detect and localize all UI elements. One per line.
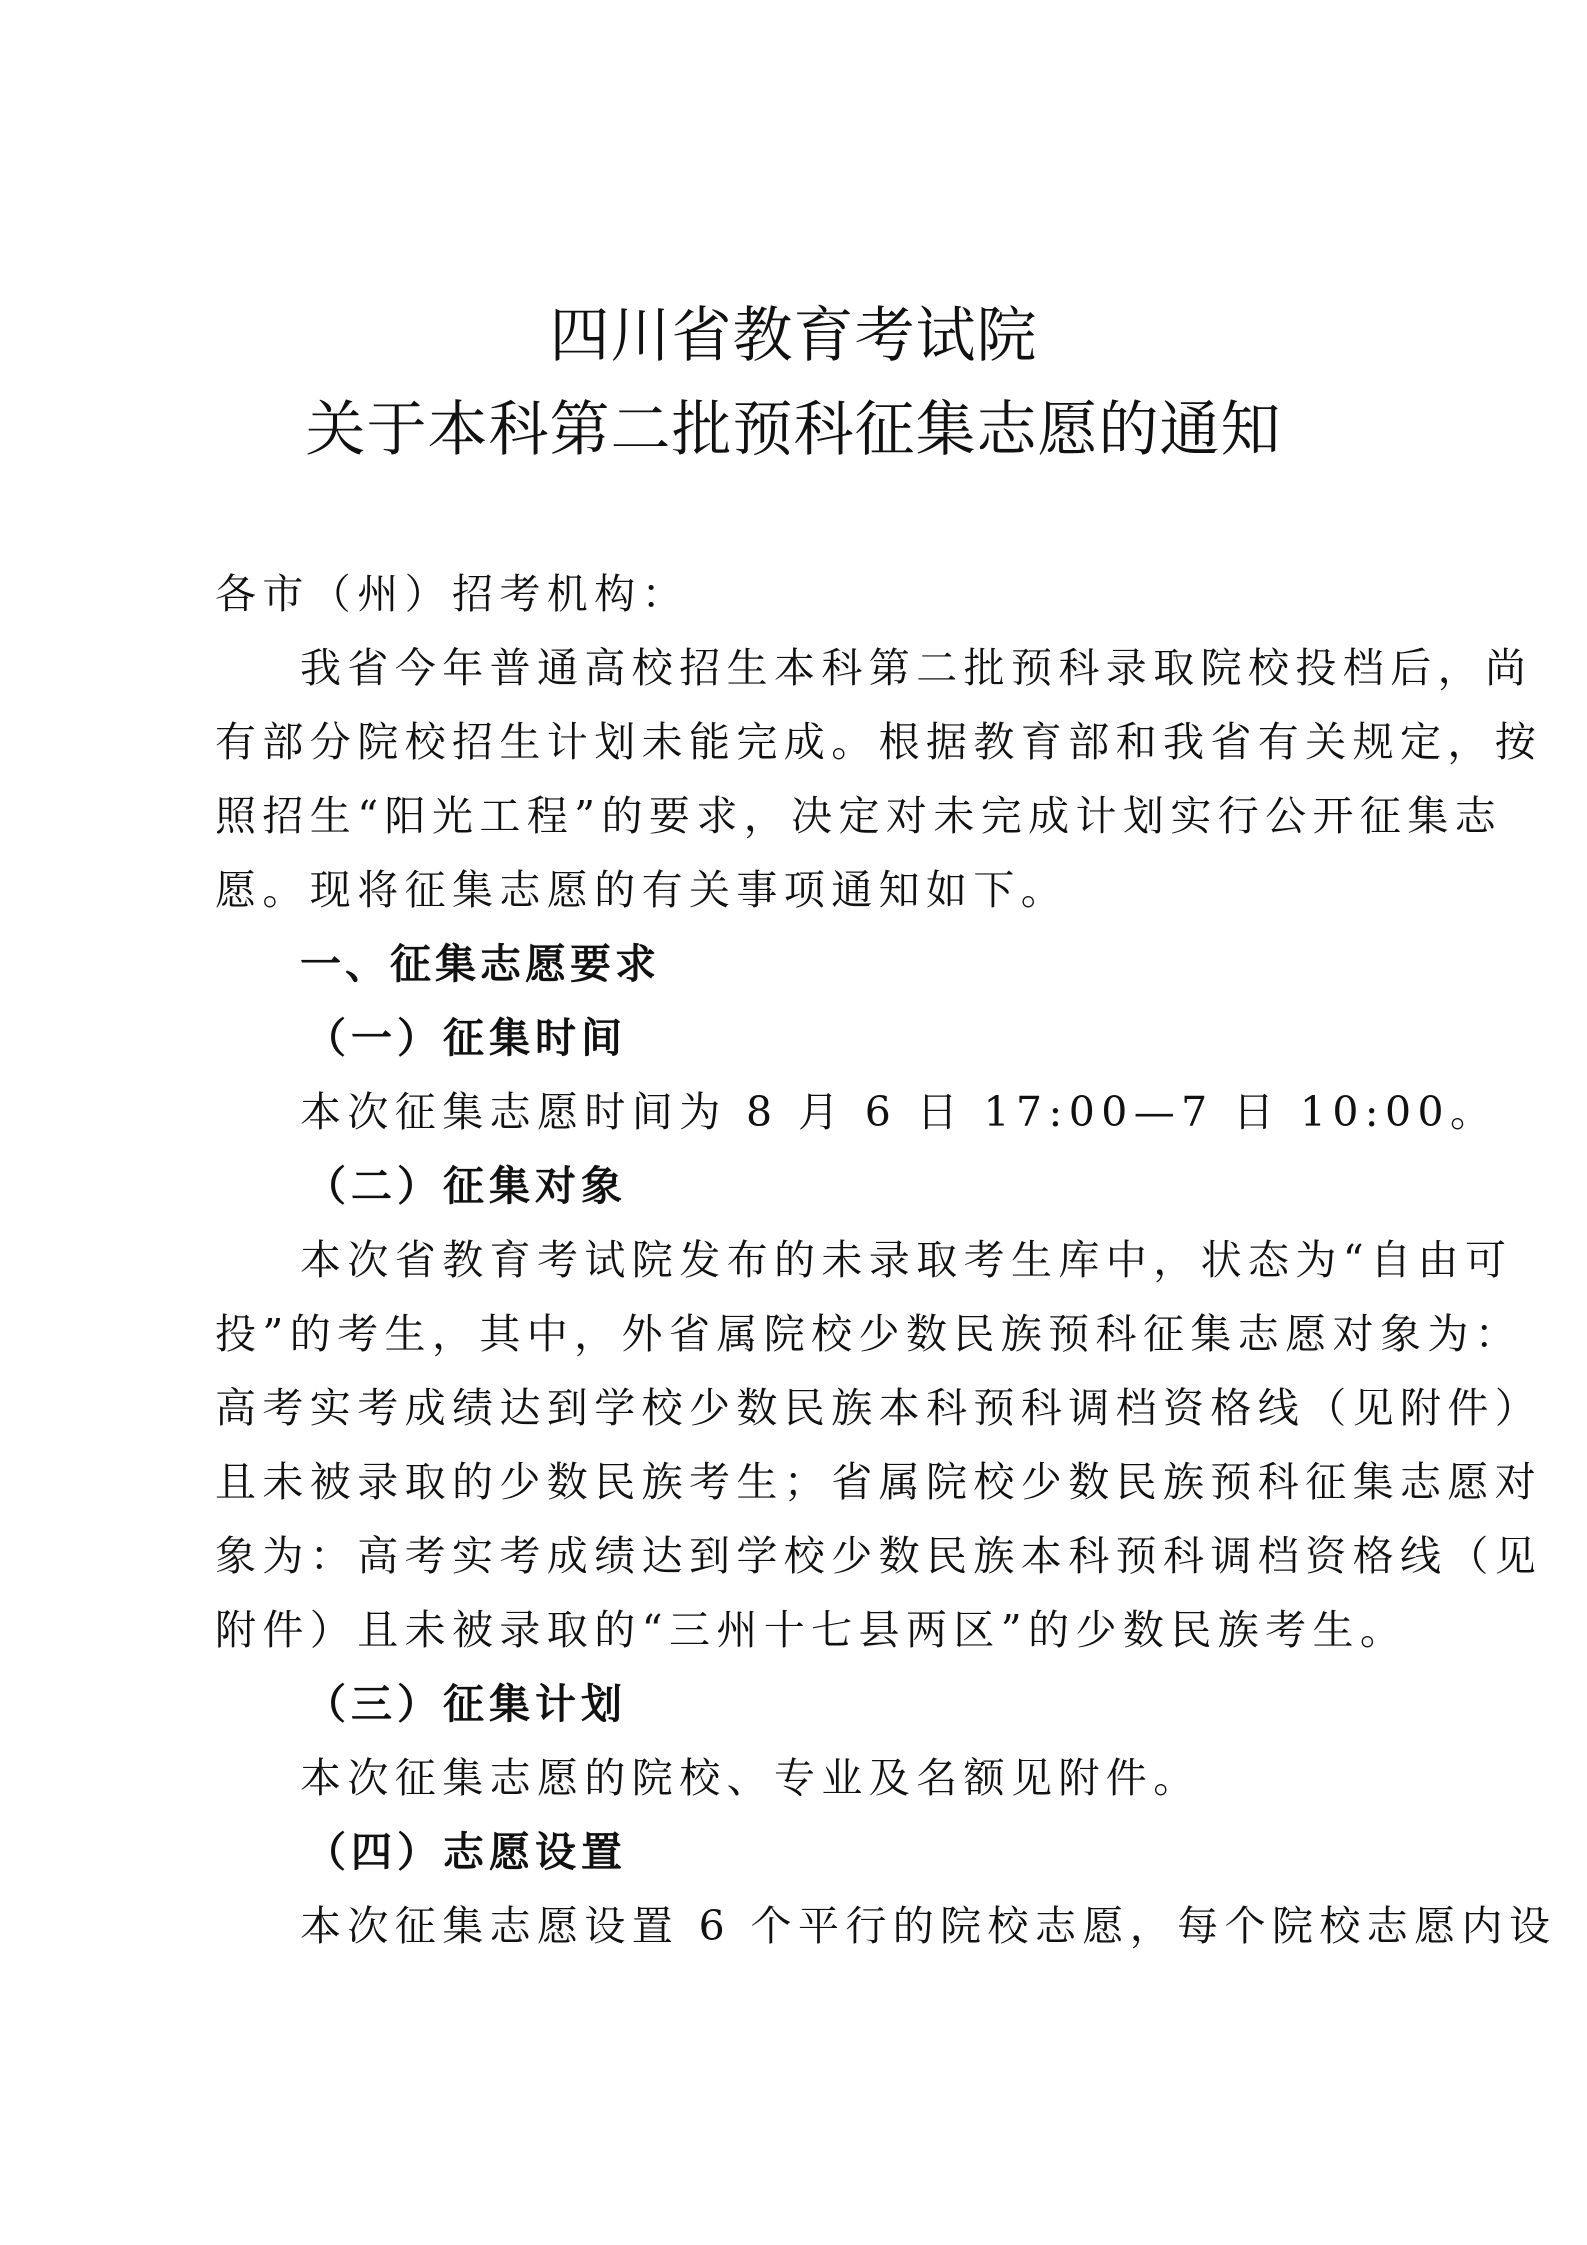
- subsection-1-heading: （一）征集时间: [305, 1014, 627, 1062]
- intro-line-3: 照招生“阳光工程”的要求，决定对未完成计划实行公开征集志: [215, 792, 1503, 840]
- subsection-2-line-6: 附件）且未被录取的“三州十七县两区”的少数民族考生。: [215, 1606, 1408, 1654]
- subsection-2-line-2: 投”的考生，其中，外省属院校少数民族预科征集志愿对象为：: [215, 1310, 1523, 1358]
- intro-line-4: 愿。现将征集志愿的有关事项通知如下。: [215, 866, 1069, 914]
- subsection-4-heading: （四）志愿设置: [305, 1828, 627, 1876]
- subsection-2-line-1: 本次省教育考试院发布的未录取考生库中，状态为“自由可: [300, 1236, 1513, 1284]
- document-title-line-2: 关于本科第二批预科征集志愿的通知: [305, 395, 1282, 465]
- document-title-line-1: 四川省教育考试院: [549, 301, 1038, 371]
- subsection-2-line-5: 象为：高考实考成绩达到学校少数民族本科预科调档资格线（见: [215, 1532, 1543, 1580]
- subsection-2-heading: （二）征集对象: [305, 1162, 627, 1210]
- subsection-1-line-1: 本次征集志愿时间为 8 月 6 日 17:00—7 日 10:00。: [300, 1088, 1498, 1136]
- subsection-3-heading: （三）征集计划: [305, 1680, 627, 1728]
- intro-line-2: 有部分院校招生计划未能完成。根据教育部和我省有关规定，按: [215, 718, 1543, 766]
- intro-line-1: 我省今年普通高校招生本科第二批预科录取院校投档后，尚: [300, 644, 1533, 692]
- subsection-4-line-1: 本次征集志愿设置 6 个平行的院校志愿，每个院校志愿内设: [300, 1902, 1557, 1950]
- subsection-3-line-1: 本次征集志愿的院校、专业及名额见附件。: [300, 1754, 1201, 1802]
- section-1-heading: 一、征集志愿要求: [300, 940, 660, 988]
- subsection-2-line-4: 且未被录取的少数民族考生；省属院校少数民族预科征集志愿对: [215, 1458, 1543, 1506]
- subsection-2-line-3: 高考实考成绩达到学校少数民族本科预科调档资格线（见附件）: [215, 1384, 1543, 1432]
- salutation: 各市（州）招考机构：: [215, 570, 689, 618]
